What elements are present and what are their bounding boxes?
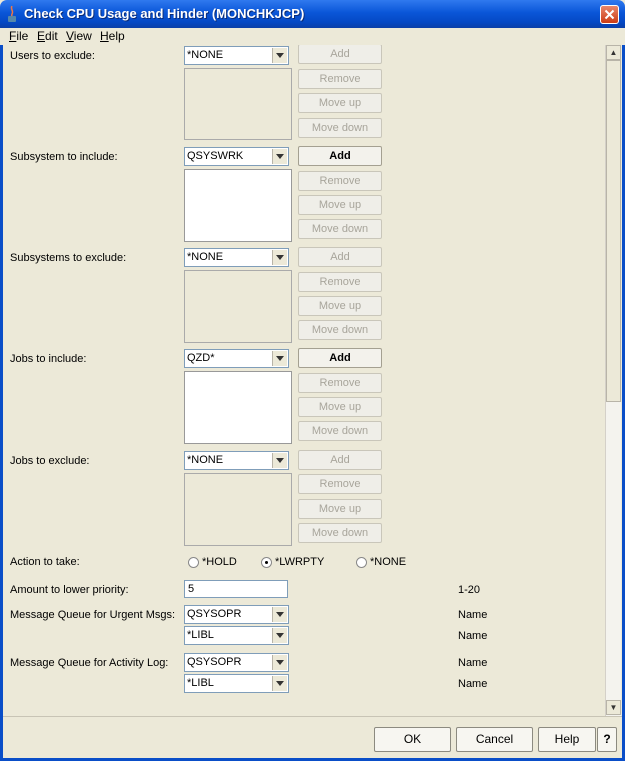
title-bar xyxy=(0,0,625,28)
amount-hint: 1-20 xyxy=(458,584,481,596)
jobs-include-add-button[interactable]: Add xyxy=(298,348,382,368)
action-hold-label: *HOLD xyxy=(202,556,237,568)
chevron-down-icon[interactable] xyxy=(272,628,287,643)
jobs-exclude-move-up-button[interactable]: Move up xyxy=(298,499,382,519)
subsystem-include-add-button[interactable]: Add xyxy=(298,146,382,166)
help-button[interactable]: Help xyxy=(538,727,596,752)
activity-queue-name-combo[interactable]: QSYSOPR xyxy=(184,653,289,672)
subsystems-exclude-add-button[interactable]: Add xyxy=(298,247,382,267)
jobs-include-move-down-button[interactable]: Move down xyxy=(298,421,382,441)
users-exclude-list xyxy=(184,68,292,140)
jobs-exclude-remove-button[interactable]: Remove xyxy=(298,474,382,494)
chevron-down-icon[interactable] xyxy=(272,48,287,63)
jobs-include-combo[interactable]: QZD* xyxy=(184,349,289,368)
menu-bar xyxy=(0,28,625,45)
window-title: Check CPU Usage and Hinder (MONCHKJCP) xyxy=(24,6,305,21)
subsystem-include-list[interactable] xyxy=(184,169,292,242)
users-exclude-move-up-button[interactable]: Move up xyxy=(298,93,382,113)
cancel-button[interactable]: Cancel xyxy=(456,727,533,752)
jobs-exclude-add-button[interactable]: Add xyxy=(298,450,382,470)
jobs-include-remove-button[interactable]: Remove xyxy=(298,373,382,393)
subsystems-exclude-list xyxy=(184,270,292,343)
form-content xyxy=(3,45,605,716)
activity-queue-library-combo[interactable]: *LIBL xyxy=(184,674,289,693)
jobs-exclude-list xyxy=(184,473,292,546)
subsystem-include-move-up-button[interactable]: Move up xyxy=(298,195,382,215)
jobs-exclude-combo[interactable]: *NONE xyxy=(184,451,289,470)
users-exclude-combo[interactable]: *NONE xyxy=(184,46,289,65)
chevron-down-icon[interactable] xyxy=(272,250,287,265)
chevron-down-icon[interactable] xyxy=(272,149,287,164)
urgent-queue-name-hint: Name xyxy=(458,609,488,621)
menu-view[interactable]: View xyxy=(66,29,92,43)
jobs-include-list[interactable] xyxy=(184,371,292,444)
action-lwrpty-radio[interactable] xyxy=(261,557,272,568)
action-hold-radio[interactable] xyxy=(188,557,199,568)
urgent-queue-label: Message Queue for Urgent Msgs: xyxy=(10,609,176,621)
subsystem-include-combo[interactable]: QSYSWRK xyxy=(184,147,289,166)
users-exclude-label: Users to exclude: xyxy=(10,50,95,62)
action-none-radio[interactable] xyxy=(356,557,367,568)
activity-queue-library-hint: Name xyxy=(458,678,488,690)
close-button[interactable] xyxy=(600,5,619,24)
chevron-down-icon[interactable] xyxy=(272,676,287,691)
subsystems-exclude-combo[interactable]: *NONE xyxy=(184,248,289,267)
subsystems-exclude-label: Subsystems to exclude: xyxy=(10,252,127,264)
subsystems-exclude-move-up-button[interactable]: Move up xyxy=(298,296,382,316)
subsystem-include-label: Subsystem to include: xyxy=(10,151,118,163)
dialog-button-bar xyxy=(3,716,622,758)
subsystem-include-remove-button[interactable]: Remove xyxy=(298,171,382,191)
chevron-down-icon[interactable] xyxy=(272,351,287,366)
context-help-button[interactable]: ? xyxy=(597,727,617,752)
subsystems-exclude-remove-button[interactable]: Remove xyxy=(298,272,382,292)
amount-label: Amount to lower priority: xyxy=(10,584,129,596)
ok-button[interactable]: OK xyxy=(374,727,451,752)
activity-queue-label: Message Queue for Activity Log: xyxy=(10,657,169,669)
scroll-thumb[interactable] xyxy=(606,60,621,402)
chevron-down-icon[interactable] xyxy=(272,655,287,670)
action-none-label: *NONE xyxy=(370,556,407,568)
menu-file[interactable]: File xyxy=(9,29,29,43)
users-exclude-add-button[interactable]: Add xyxy=(298,45,382,64)
users-exclude-remove-button[interactable]: Remove xyxy=(298,69,382,89)
activity-queue-name-hint: Name xyxy=(458,657,488,669)
scroll-up-button[interactable]: ▲ xyxy=(606,45,621,60)
chevron-down-icon[interactable] xyxy=(272,453,287,468)
jobs-include-label: Jobs to include: xyxy=(10,353,87,365)
app-icon xyxy=(5,6,19,22)
action-lwrpty-label: *LWRPTY xyxy=(275,556,325,568)
urgent-queue-library-hint: Name xyxy=(458,630,488,642)
jobs-include-move-up-button[interactable]: Move up xyxy=(298,397,382,417)
jobs-exclude-label: Jobs to exclude: xyxy=(10,455,90,467)
subsystem-include-move-down-button[interactable]: Move down xyxy=(298,219,382,239)
chevron-down-icon[interactable] xyxy=(272,607,287,622)
vertical-scrollbar[interactable] xyxy=(605,45,621,716)
action-label: Action to take: xyxy=(10,556,80,568)
urgent-queue-library-combo[interactable]: *LIBL xyxy=(184,626,289,645)
amount-input[interactable]: 5 xyxy=(184,580,288,598)
close-icon xyxy=(601,6,618,23)
menu-edit[interactable]: Edit xyxy=(37,29,58,43)
subsystems-exclude-move-down-button[interactable]: Move down xyxy=(298,320,382,340)
menu-help[interactable]: Help xyxy=(100,29,125,43)
users-exclude-move-down-button[interactable]: Move down xyxy=(298,118,382,138)
urgent-queue-name-combo[interactable]: QSYSOPR xyxy=(184,605,289,624)
jobs-exclude-move-down-button[interactable]: Move down xyxy=(298,523,382,543)
scroll-down-button[interactable]: ▼ xyxy=(606,700,621,715)
